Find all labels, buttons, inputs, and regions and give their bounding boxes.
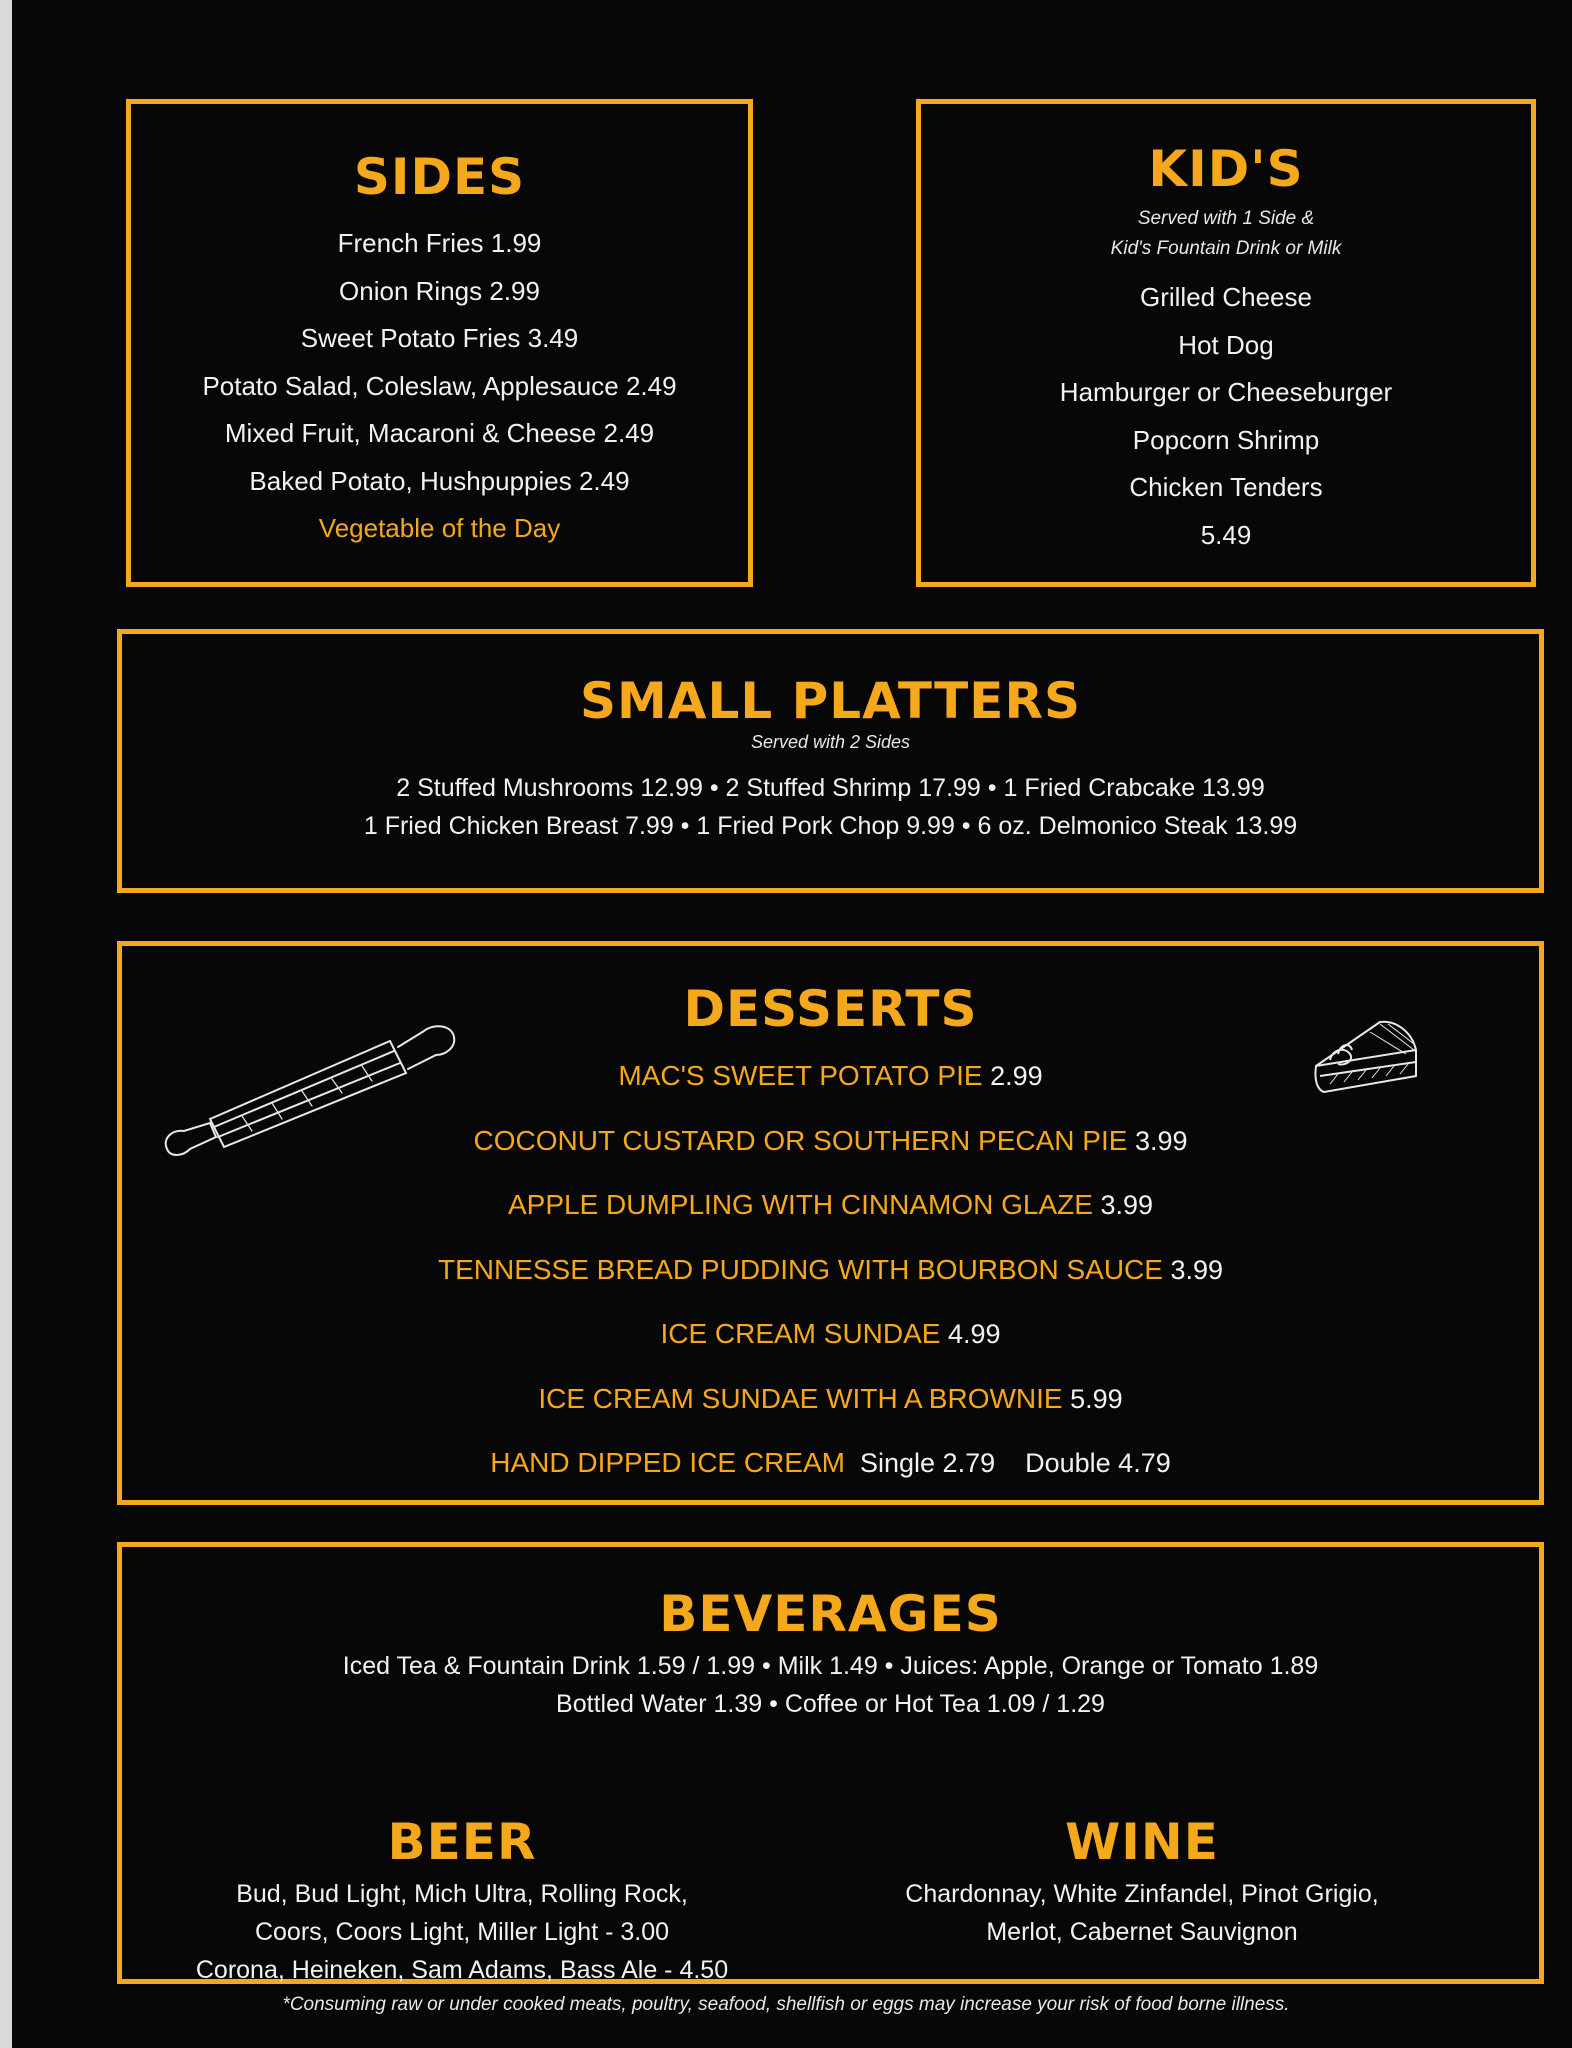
dessert-item (122, 1238, 1539, 1303)
kids-item: Popcorn Shrimp (1132, 424, 1320, 455)
sides-list (131, 220, 748, 553)
beverages-section (117, 1542, 1544, 1984)
kids-title: KID'S (1148, 140, 1304, 198)
small-platters-subtitle: Served with 2 Sides (750, 732, 911, 752)
beer-line: Corona, Heineken, Sam Adams, Bass Ale - 4.50 (195, 1956, 729, 1984)
beverages-line: Iced Tea & Fountain Drink 1.59 / 1.99 • Milk 1.49 • Juices: Apple, Orange or Tomato 1.89 (342, 1652, 1319, 1680)
small-platters-section (117, 629, 1544, 893)
dessert-price: 3.99 (1170, 1254, 1224, 1285)
sides-item: French Fries 1.99 (337, 228, 542, 258)
wine-title: WINE (1065, 1813, 1219, 1871)
platters-line: 2 Stuffed Mushrooms 12.99 • 2 Stuffed Shrimp 17.99 • 1 Fried Crabcake 13.99 (396, 774, 1265, 802)
kids-list (921, 274, 1531, 559)
desserts-section (117, 941, 1544, 1505)
kids-item: Chicken Tenders (1129, 472, 1323, 502)
dessert-item (122, 1367, 1539, 1432)
beverages-line: Bottled Water 1.39 • Coffee or Hot Tea 1.09 / 1.29 (556, 1690, 1105, 1718)
rolling-pin-icon (162, 1011, 462, 1171)
wine-line: Merlot, Cabernet Sauvignon (986, 1918, 1298, 1946)
platters-line: 1 Fried Chicken Breast 7.99 • 1 Fried Pork Chop 9.99 • 6 oz. Delmonico Steak 13.99 (363, 812, 1298, 840)
dessert-item (122, 1302, 1539, 1367)
dessert-price: Single 2.79 Double 4.79 (860, 1448, 1171, 1478)
sides-item: Potato Salad, Coleslaw, Applesauce 2.49 (202, 370, 677, 401)
dessert-name: ICE CREAM SUNDAE WITH A BROWNIE (538, 1382, 1063, 1414)
beer-line: Bud, Bud Light, Mich Ultra, Rolling Rock, (236, 1880, 688, 1908)
dessert-name: TENNESSE BREAD PUDDING WITH BOURBON SAUCE (437, 1253, 1163, 1285)
dessert-name: ICE CREAM SUNDAE (660, 1318, 941, 1349)
kids-section (916, 99, 1536, 587)
beer-line: Coors, Coors Light, Miller Light - 3.00 (254, 1918, 670, 1946)
kids-subtitle: Kid's Fountain Drink or Milk (1110, 238, 1342, 259)
small-platters-title: SMALL PLATTERS (580, 672, 1081, 730)
kids-price: 5.49 (1200, 519, 1252, 550)
kids-item: Hamburger or Cheeseburger (1059, 377, 1393, 407)
wine-line: Chardonnay, White Zinfandel, Pinot Grigio, (905, 1880, 1379, 1908)
dessert-item (122, 1173, 1539, 1238)
dessert-name: APPLE DUMPLING WITH CINNAMON GLAZE (507, 1189, 1093, 1220)
page-edge (0, 0, 12, 2048)
dessert-price: 3.99 (1100, 1190, 1154, 1220)
beer-title: BEER (387, 1813, 537, 1871)
sides-item: Baked Potato, Hushpuppies 2.49 (249, 465, 630, 496)
wine-section (862, 1775, 1422, 1951)
disclaimer: *Consuming raw or under cooked meats, poultry, seafood, shellfish or eggs may increase your risk of food borne illness. (282, 1994, 1290, 2015)
sides-item: Mixed Fruit, Macaroni & Cheese 2.49 (224, 418, 655, 448)
dessert-item (122, 1431, 1539, 1496)
sides-item: Onion Rings 2.99 (339, 275, 540, 306)
sides-section (126, 99, 753, 587)
desserts-title: DESSERTS (683, 980, 978, 1038)
beverages-title: BEVERAGES (659, 1585, 1002, 1643)
beer-section (182, 1775, 742, 1989)
kids-item: Grilled Cheese (1140, 282, 1312, 312)
pie-slice-icon (1310, 1010, 1422, 1102)
dessert-price: 5.99 (1070, 1383, 1123, 1414)
dessert-price: 3.99 (1134, 1125, 1188, 1156)
dessert-name: MAC'S SWEET POTATO PIE (618, 1060, 983, 1091)
kids-subtitle: Served with 1 Side & (1137, 208, 1315, 229)
sides-item: Sweet Potato Fries 3.49 (300, 323, 579, 353)
kids-item: Hot Dog (1178, 329, 1274, 360)
sides-special: Vegetable of the Day (318, 513, 561, 543)
dessert-price: 2.99 (990, 1061, 1043, 1091)
dessert-name: HAND DIPPED ICE CREAM (490, 1447, 845, 1478)
sides-title: SIDES (353, 148, 526, 206)
dessert-name: COCONUT CUSTARD OR SOUTHERN PECAN PIE (473, 1124, 1128, 1156)
dessert-price: 4.99 (948, 1319, 1001, 1349)
